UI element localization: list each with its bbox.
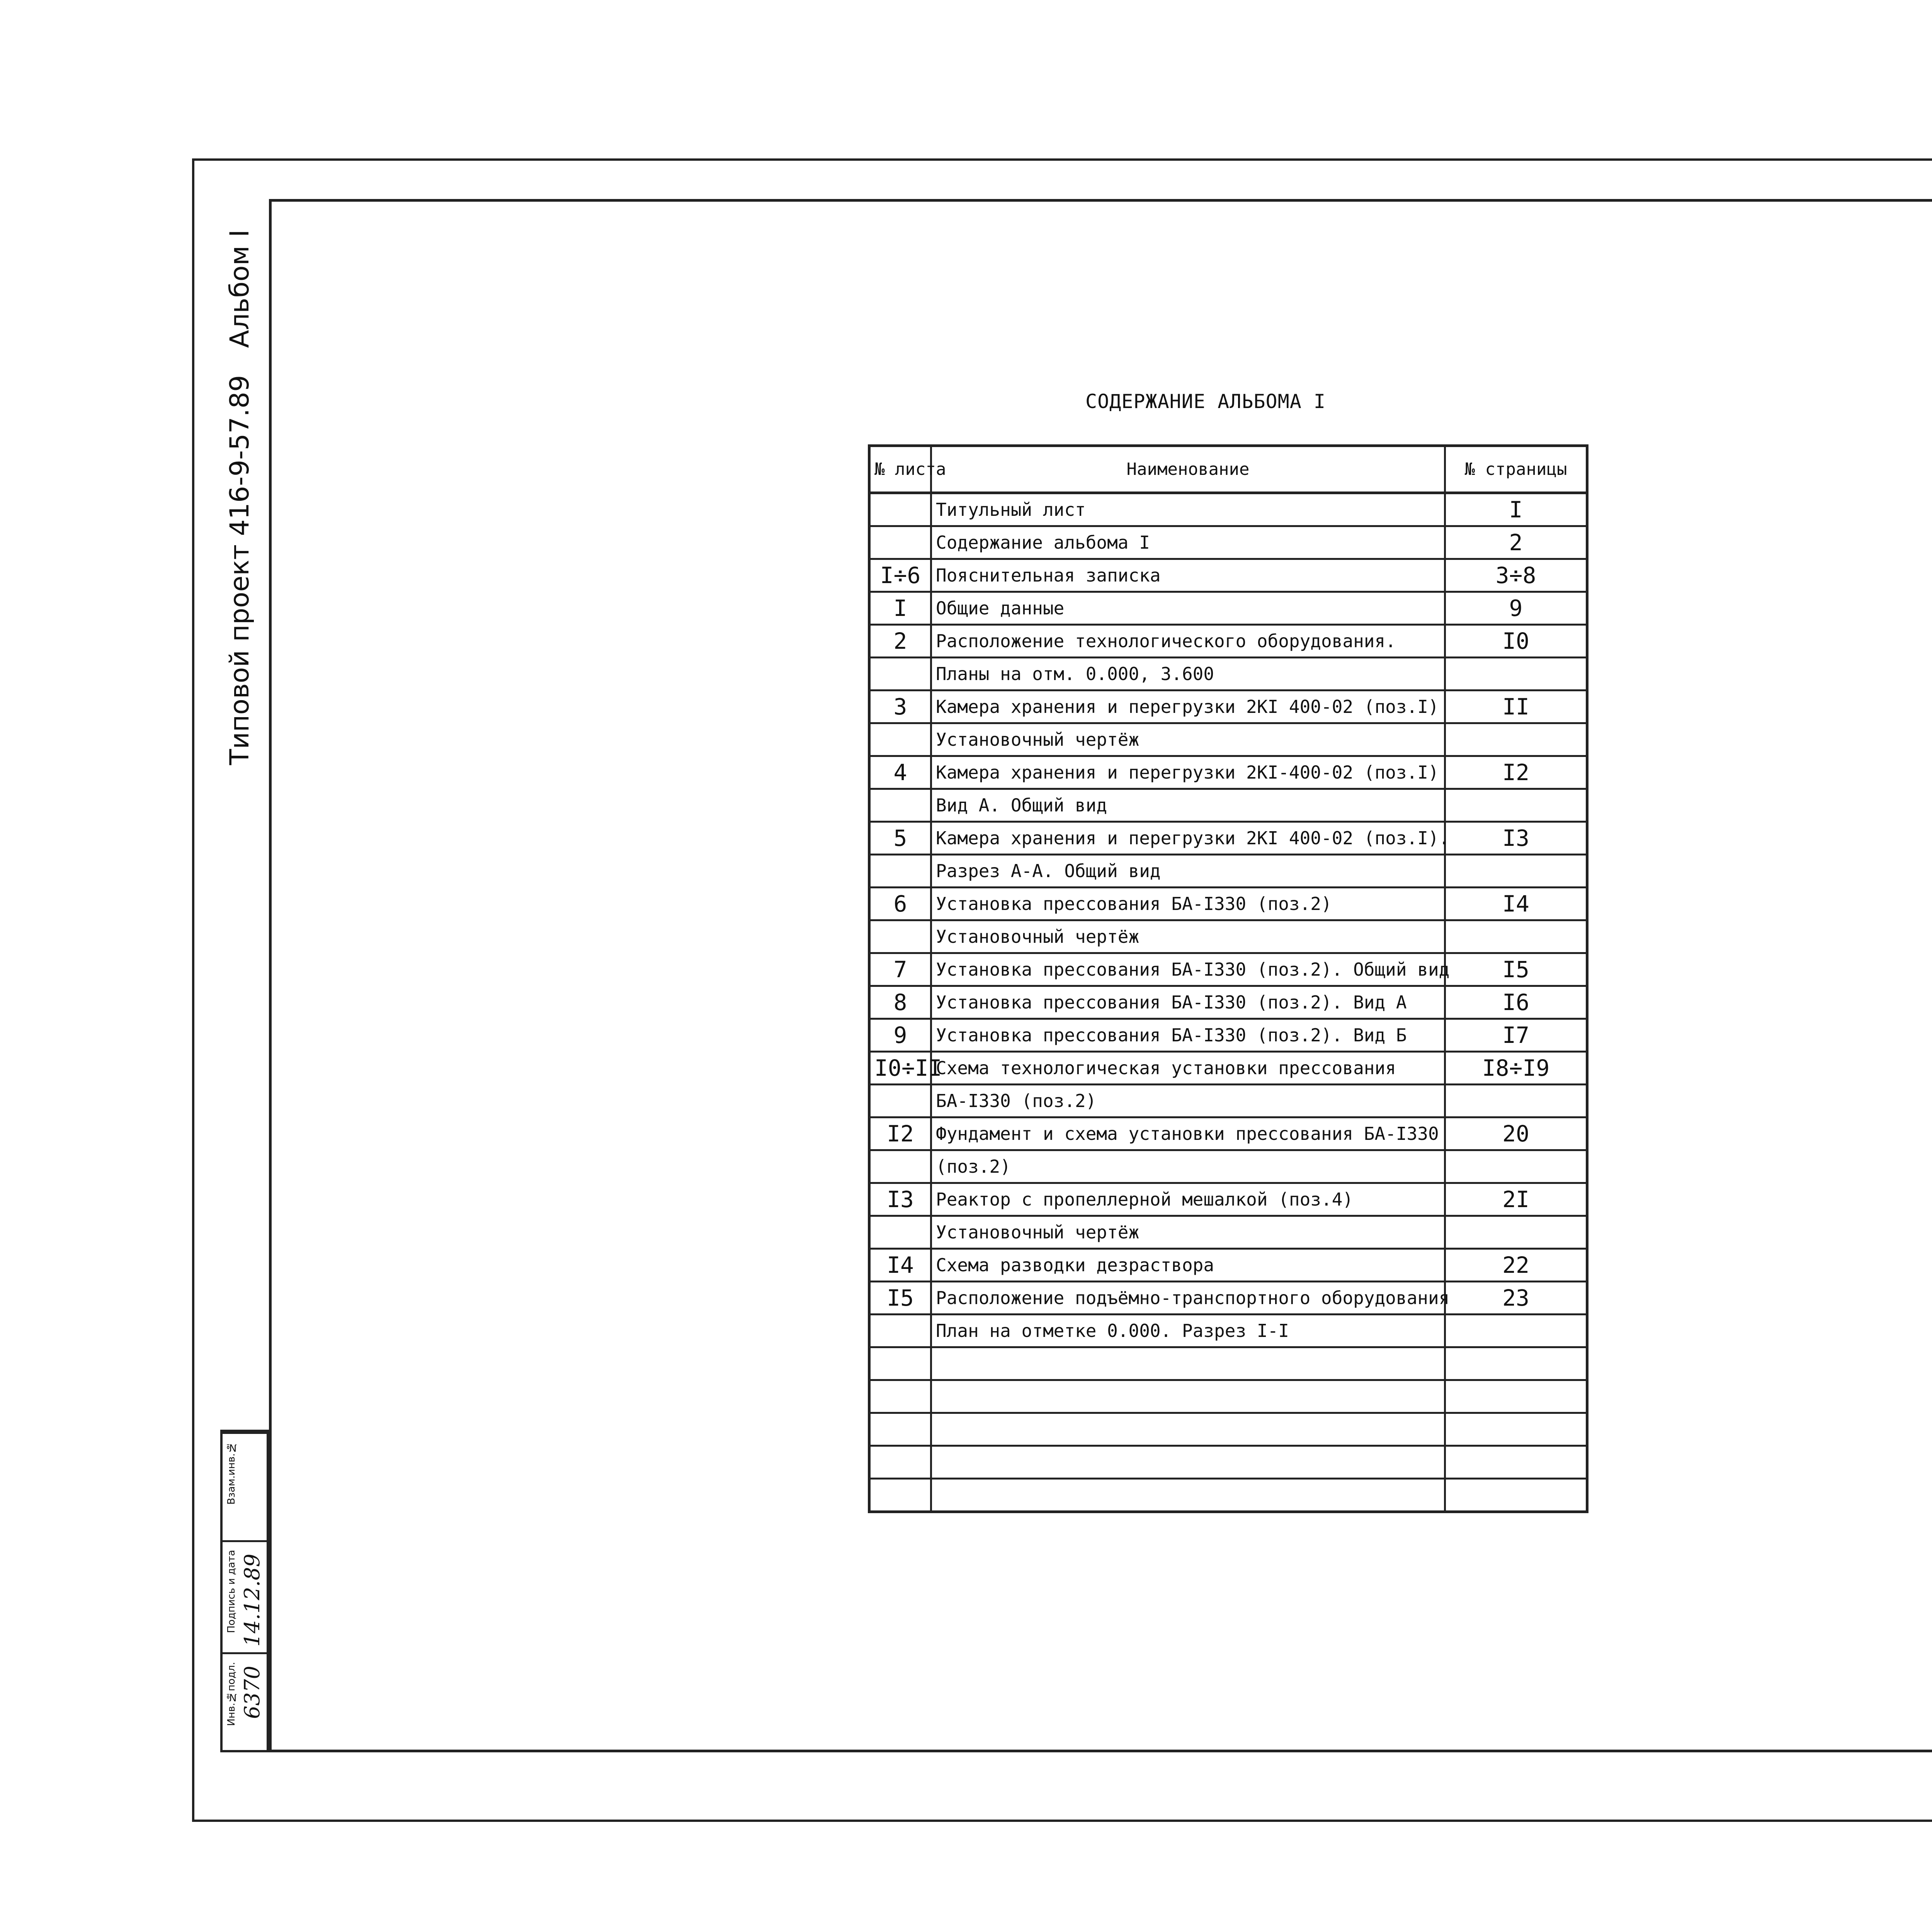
row-page-no: I2 xyxy=(1445,756,1587,789)
row-name: Камера хранения и перегрузки 2КI 400-02 (поз.I). xyxy=(931,822,1445,855)
row-page-no: 23 xyxy=(1445,1282,1587,1315)
row-page-no: I7 xyxy=(1445,1019,1587,1052)
stamp-label-signature: Подпись и дата xyxy=(226,1550,237,1633)
row-name: Разрез А-А. Общий вид xyxy=(931,855,1445,888)
row-sheet-no xyxy=(869,1216,931,1249)
table-row xyxy=(869,1249,1587,1282)
row-name xyxy=(931,1479,1445,1512)
row-page-no: II xyxy=(1445,690,1587,723)
row-page-no xyxy=(1445,920,1587,953)
row-page-no: I8÷I9 xyxy=(1445,1052,1587,1085)
table-row xyxy=(869,1282,1587,1315)
row-sheet-no: 4 xyxy=(869,756,931,789)
stamp-col-replaced xyxy=(223,1432,267,1540)
row-page-no xyxy=(1445,1380,1587,1413)
row-page-no: I xyxy=(1445,493,1587,526)
row-sheet-no xyxy=(869,1150,931,1183)
table-row xyxy=(869,493,1587,526)
stamp-col-signature xyxy=(223,1540,267,1652)
row-page-no xyxy=(1445,658,1587,690)
row-name xyxy=(931,1446,1445,1479)
row-sheet-no: I5 xyxy=(869,1282,931,1315)
row-name: Установочный чертёж xyxy=(931,1216,1445,1249)
row-name: Схема технологическая установки прессования xyxy=(931,1052,1445,1085)
table-row xyxy=(869,1183,1587,1216)
row-sheet-no: I4 xyxy=(869,1249,931,1282)
row-name: Камера хранения и перегрузки 2КI-400-02 (поз.I) xyxy=(931,756,1445,789)
contents-table xyxy=(868,444,1588,1513)
row-name: БА-I330 (поз.2) xyxy=(931,1085,1445,1117)
row-sheet-no xyxy=(869,1315,931,1347)
row-sheet-no: I0÷II xyxy=(869,1052,931,1085)
table-header-row xyxy=(869,446,1587,493)
row-name xyxy=(931,1413,1445,1446)
row-sheet-no: 2 xyxy=(869,625,931,658)
row-sheet-no: 9 xyxy=(869,1019,931,1052)
row-page-no xyxy=(1445,855,1587,888)
row-sheet-no xyxy=(869,1446,931,1479)
table-row xyxy=(869,1380,1587,1413)
table-row xyxy=(869,1446,1587,1479)
row-page-no xyxy=(1445,789,1587,822)
row-name: Вид А. Общий вид xyxy=(931,789,1445,822)
row-name: Пояснительная записка xyxy=(931,559,1445,592)
table-row xyxy=(869,888,1587,920)
row-page-no: 3÷8 xyxy=(1445,559,1587,592)
row-sheet-no: 3 xyxy=(869,690,931,723)
row-page-no: I4 xyxy=(1445,888,1587,920)
row-sheet-no: I2 xyxy=(869,1117,931,1150)
table-row xyxy=(869,1150,1587,1183)
row-name: Планы на отм. 0.000, 3.600 xyxy=(931,658,1445,690)
row-name xyxy=(931,1380,1445,1413)
row-page-no: I6 xyxy=(1445,986,1587,1019)
row-sheet-no xyxy=(869,1347,931,1380)
row-sheet-no xyxy=(869,1085,931,1117)
row-name: Расположение подъёмно-транспортного оборудования xyxy=(931,1282,1445,1315)
row-sheet-no: 8 xyxy=(869,986,931,1019)
table-row xyxy=(869,1413,1587,1446)
row-sheet-no: 7 xyxy=(869,953,931,986)
row-page-no: I5 xyxy=(1445,953,1587,986)
row-page-no xyxy=(1445,1216,1587,1249)
table-row xyxy=(869,1117,1587,1150)
row-page-no: 20 xyxy=(1445,1117,1587,1150)
table-row xyxy=(869,526,1587,559)
row-sheet-no: 6 xyxy=(869,888,931,920)
row-sheet-no xyxy=(869,658,931,690)
row-page-no xyxy=(1445,1479,1587,1512)
stamp-label-inventory: Инв.№подл. xyxy=(226,1662,237,1726)
row-page-no xyxy=(1445,1347,1587,1380)
row-sheet-no xyxy=(869,920,931,953)
table-row xyxy=(869,756,1587,789)
row-name: Расположение технологического оборудования. xyxy=(931,625,1445,658)
stamp-label-replaced: Взам.инв.№ xyxy=(226,1442,237,1505)
row-page-no xyxy=(1445,1446,1587,1479)
stamp-inventory-number: 6370 xyxy=(240,1666,264,1719)
row-name: Схема разводки дезраствора xyxy=(931,1249,1445,1282)
table-row xyxy=(869,1085,1587,1117)
table-row xyxy=(869,625,1587,658)
row-sheet-no: I xyxy=(869,592,931,625)
table-row xyxy=(869,920,1587,953)
row-sheet-no: I3 xyxy=(869,1183,931,1216)
row-name: Установка прессования БА-I330 (поз.2). Вид Б xyxy=(931,1019,1445,1052)
row-sheet-no: I÷6 xyxy=(869,559,931,592)
row-page-no: 22 xyxy=(1445,1249,1587,1282)
album-title: Альбом I xyxy=(224,229,255,348)
table-row xyxy=(869,953,1587,986)
row-sheet-no xyxy=(869,723,931,756)
row-name: Фундамент и схема установки прессования БА-I330 xyxy=(931,1117,1445,1150)
header-name: Наименование xyxy=(931,446,1445,493)
row-page-no: 2 xyxy=(1445,526,1587,559)
row-page-no xyxy=(1445,1315,1587,1347)
table-row xyxy=(869,592,1587,625)
row-page-no: 2I xyxy=(1445,1183,1587,1216)
row-sheet-no: 5 xyxy=(869,822,931,855)
row-sheet-no xyxy=(869,855,931,888)
row-page-no: 9 xyxy=(1445,592,1587,625)
table-row xyxy=(869,559,1587,592)
table-row xyxy=(869,822,1587,855)
row-sheet-no xyxy=(869,526,931,559)
table-row xyxy=(869,789,1587,822)
table-row xyxy=(869,1216,1587,1249)
row-sheet-no xyxy=(869,1380,931,1413)
table-row xyxy=(869,1019,1587,1052)
table-row xyxy=(869,690,1587,723)
stamp-col-inventory xyxy=(223,1652,267,1750)
table-row xyxy=(869,723,1587,756)
row-page-no xyxy=(1445,1413,1587,1446)
row-name: Установка прессования БА-I330 (поз.2). Общий вид xyxy=(931,953,1445,986)
table-row xyxy=(869,1479,1587,1512)
contents-body xyxy=(869,493,1587,1512)
table-row xyxy=(869,855,1587,888)
row-name: Титульный лист xyxy=(931,493,1445,526)
row-sheet-no xyxy=(869,1413,931,1446)
table-row xyxy=(869,658,1587,690)
table-row xyxy=(869,1052,1587,1085)
row-page-no xyxy=(1445,1150,1587,1183)
row-page-no xyxy=(1445,1085,1587,1117)
row-page-no: I0 xyxy=(1445,625,1587,658)
row-name: Установка прессования БА-I330 (поз.2). Вид А xyxy=(931,986,1445,1019)
row-name: План на отметке 0.000. Разрез I-I xyxy=(931,1315,1445,1347)
approval-stamp xyxy=(220,1430,269,1752)
contents-title: СОДЕРЖАНИЕ АЛЬБОМА I xyxy=(1085,390,1326,413)
row-sheet-no xyxy=(869,1479,931,1512)
row-name: Установочный чертёж xyxy=(931,920,1445,953)
row-sheet-no xyxy=(869,789,931,822)
row-page-no: I3 xyxy=(1445,822,1587,855)
row-page-no xyxy=(1445,723,1587,756)
row-name: Реактор с пропеллерной мешалкой (поз.4) xyxy=(931,1183,1445,1216)
row-sheet-no xyxy=(869,493,931,526)
row-name: Общие данные xyxy=(931,592,1445,625)
row-name: Камера хранения и перегрузки 2КI 400-02 (поз.I) xyxy=(931,690,1445,723)
side-title xyxy=(216,229,263,765)
table-row xyxy=(869,986,1587,1019)
stamp-signature-date: 14.12.89 xyxy=(240,1554,264,1647)
header-page-no: № страницы xyxy=(1445,446,1587,493)
table-row xyxy=(869,1315,1587,1347)
project-title: Типовой проект 416-9-57.89 xyxy=(224,375,255,765)
header-sheet-no: № листа xyxy=(869,446,931,493)
row-name: (поз.2) xyxy=(931,1150,1445,1183)
table-row xyxy=(869,1347,1587,1380)
row-name: Содержание альбома I xyxy=(931,526,1445,559)
row-name xyxy=(931,1347,1445,1380)
row-name: Установочный чертёж xyxy=(931,723,1445,756)
row-name: Установка прессования БА-I330 (поз.2) xyxy=(931,888,1445,920)
